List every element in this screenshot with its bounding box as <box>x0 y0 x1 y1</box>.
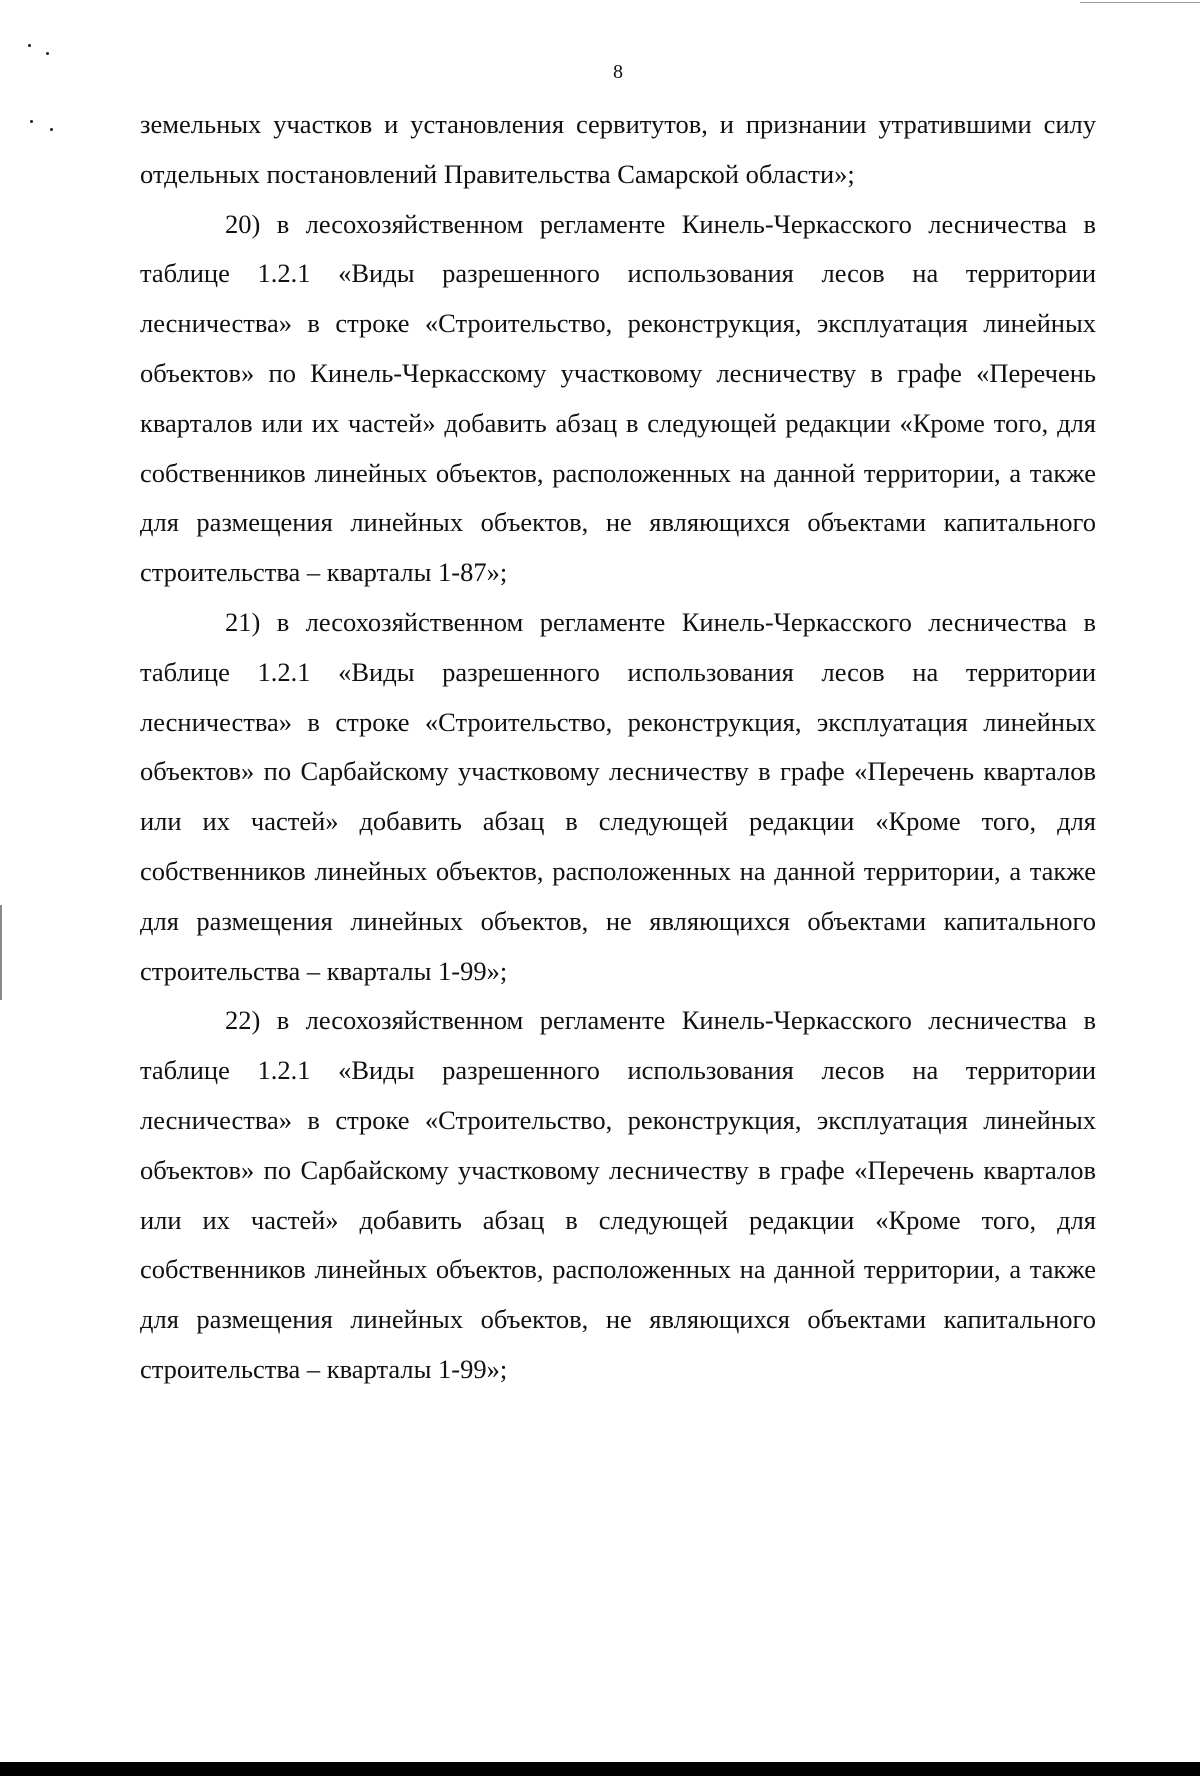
document-body <box>140 100 1096 1395</box>
scan-edge-top <box>1080 2 1200 3</box>
page-number: 8 <box>613 61 623 83</box>
scan-edge-left <box>0 905 2 1000</box>
paragraph-item-22: 22) в лесохозяйственном регламенте Кинель-Черкасского лесничества в таблице 1.2.1 «Виды разрешенного использования лесов на территории лесничества» в строке «Строительство, реконструкция, эксплуатация линейных объектов» по Сарбайскому участковому лесничеству в графе «Перечень кварталов или их частей» добавить абзац в следующей редакции «Кроме того, для собственников линейных объектов, расположенных на данной территории, а также для размещения линейных объектов, не являющихся объектами капитального строительства – кварталы 1-99»; <box>140 1005 1096 1384</box>
scan-edge-bottom <box>0 1762 1200 1776</box>
scan-speck <box>50 128 53 131</box>
paragraph-continuation: земельных участков и установления сервитутов, и признании утратившими силу отдельных постановлений Правительства Самарской области»; <box>140 109 1096 189</box>
paragraph-item-20: 20) в лесохозяйственном регламенте Кинель-Черкасского лесничества в таблице 1.2.1 «Виды разрешенного использования лесов на территории лесничества» в строке «Строительство, реконструкция, эксплуатация линейных объектов» по Кинель-Черкасскому участковому лесничеству в графе «Перечень кварталов или их частей» добавить абзац в следующей редакции «Кроме того, для собственников линейных объектов, расположенных на данной территории, а также для размещения линейных объектов, не являющихся объектами капитального строительства – кварталы 1-87»; <box>140 208 1096 588</box>
scan-speck <box>46 52 49 55</box>
scan-speck <box>28 44 31 47</box>
paragraph-item-21: 21) в лесохозяйственном регламенте Кинель-Черкасского лесничества в таблице 1.2.1 «Виды разрешенного использования лесов на территории лесничества» в строке «Строительство, реконструкция, эксплуатация линейных объектов» по Сарбайскому участковому лесничеству в графе «Перечень кварталов или их частей» добавить абзац в следующей редакции «Кроме того, для собственников линейных объектов, расположенных на данной территории, а также для размещения линейных объектов, не являющихся объектами капитального строительства – кварталы 1-99»; <box>140 606 1096 986</box>
scan-speck <box>30 120 33 123</box>
